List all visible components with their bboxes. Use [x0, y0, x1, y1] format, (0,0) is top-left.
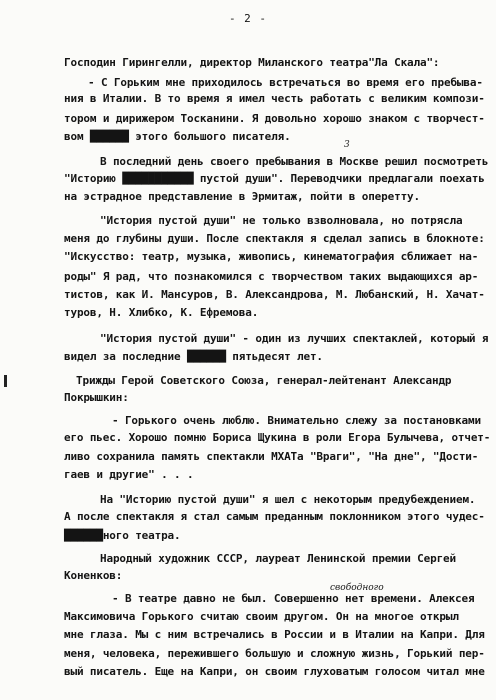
text-line: ния в Италии. В то время я имел честь работать с великим компози-: [64, 92, 485, 105]
page-number: - 2 -: [228, 12, 268, 25]
text-line: меня, человека, пережившего большую и сложную жизнь, Горький пер-: [64, 647, 485, 660]
handwritten-annotation: свободного: [330, 583, 384, 593]
text-line: - В театре давно не был. Совершенно нет времени. Алексея: [112, 592, 475, 605]
text-line: Народный художник СССР, лауреат Ленинской премии Сергей: [100, 552, 456, 565]
text-line: "История пустой души" не только взволновала, но потрясла: [100, 214, 463, 227]
text-line: роды" Я рад, что познакомился с творчеством таких выдающихся ар-: [64, 270, 479, 283]
text-line: - С Горьким мне приходилось встречаться во время его пребыва-: [88, 76, 483, 89]
text-line: гаев и другие" . . .: [64, 468, 194, 481]
text-line: Господин Гирингелли, директор Миланского театра"Ла Скала":: [64, 56, 440, 69]
text-line: В последний день своего пребывания в Москве решил посмотреть: [100, 155, 489, 168]
text-line: Максимовича Горького считаю своим другом. Он на многое открыл: [64, 610, 459, 623]
text-line: "Историю ███████████ пустой души". Переводчики предлагали поехать: [64, 172, 485, 185]
text-line: тистов, как И. Мансуров, В. Александрова, М. Любанский, Н. Хачат-: [64, 288, 485, 301]
text-line: тором и дирижером Тосканини. Я довольно хорошо знаком с творчест-: [64, 112, 485, 125]
text-line: вом ██████ этого большого писателя.: [64, 130, 291, 143]
text-line: ливо сохранила память спектакли МХАТа "Враги", "На дне", "Дости-: [64, 450, 479, 463]
text-line: видел за последние ██████ пятьдесят лет.: [64, 350, 323, 363]
text-line: вый писатель. Еще на Капри, он своим глуховатым голосом читал мне: [64, 665, 485, 678]
text-line: - Горького очень люблю. Внимательно слежу за постановками: [112, 414, 481, 427]
text-line: А после спектакля я стал самым преданным поклонником этого чудес-: [64, 510, 485, 523]
text-line: меня до глубины души. После спектакля я сделал запись в блокноте:: [64, 232, 485, 245]
text-line: Трижды Герой Советского Союза, генерал-лейтенант Александр: [76, 374, 452, 387]
text-line: Покрышкин:: [64, 391, 129, 404]
handwritten-annotation: 3: [344, 140, 350, 150]
text-line: туров, Н. Хлибко, К. Ефремова.: [64, 306, 259, 319]
text-line: его пьес. Хорошо помню Бориса Щукина в роли Егора Булычева, отчет-: [64, 431, 491, 444]
text-line: мне глаза. Мы с ним встречались в России и в Италии на Капри. Для: [64, 628, 485, 641]
text-line: на эстрадное представление в Эрмитаж, пойти в оперетту.: [64, 190, 420, 203]
text-line: ██████ного театра.: [64, 529, 181, 542]
text-line: Коненков:: [64, 569, 123, 582]
text-line: "История пустой души" - один из лучших спектаклей, который я: [100, 332, 489, 345]
text-line: "Искусство: театр, музыка, живопись, кинематография сближает на-: [64, 250, 479, 263]
text-line: На "Историю пустой души" я шел с некоторым предубеждением.: [100, 493, 476, 506]
